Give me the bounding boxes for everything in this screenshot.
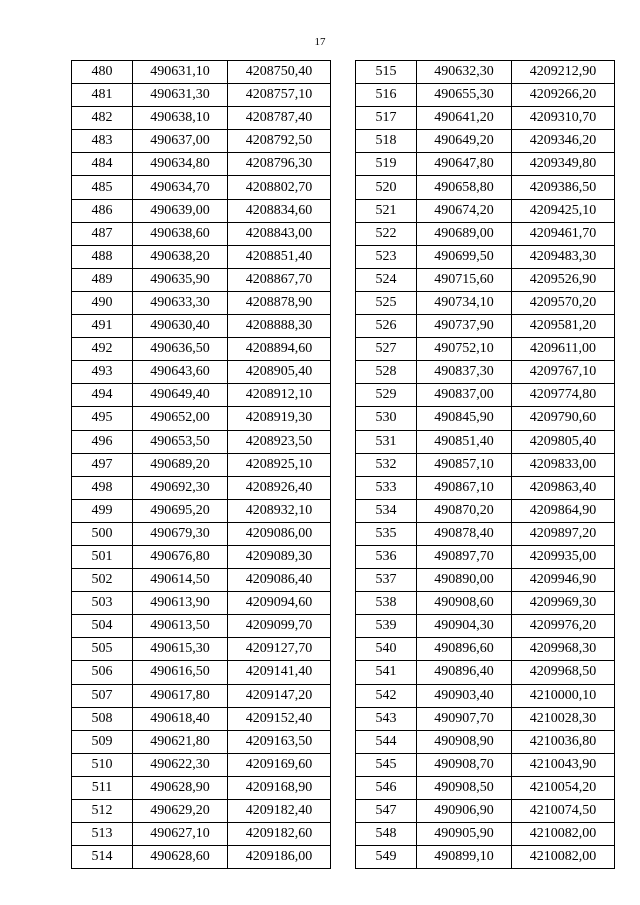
point-number-cell: 535	[356, 522, 417, 545]
table-row	[356, 569, 615, 592]
table-row	[356, 153, 615, 176]
point-number-cell: 521	[356, 199, 417, 222]
point-number-cell: 519	[356, 153, 417, 176]
point-number-cell: 538	[356, 592, 417, 615]
x-coordinate-cell: 490638,10	[133, 107, 228, 130]
x-coordinate-cell: 490649,40	[133, 384, 228, 407]
y-coordinate-cell: 4209611,00	[512, 338, 615, 361]
point-number-cell: 505	[72, 638, 133, 661]
y-coordinate-cell: 4210028,30	[512, 707, 615, 730]
table-row	[356, 407, 615, 430]
y-coordinate-cell: 4208878,90	[228, 291, 331, 314]
x-coordinate-cell: 490634,80	[133, 153, 228, 176]
y-coordinate-cell: 4210054,20	[512, 776, 615, 799]
table-row	[356, 846, 615, 869]
table-row	[356, 661, 615, 684]
x-coordinate-cell: 490617,80	[133, 684, 228, 707]
point-number-cell: 485	[72, 176, 133, 199]
x-coordinate-cell: 490715,60	[417, 268, 512, 291]
y-coordinate-cell: 4210082,00	[512, 846, 615, 869]
x-coordinate-cell: 490658,80	[417, 176, 512, 199]
table-row	[72, 499, 331, 522]
point-number-cell: 542	[356, 684, 417, 707]
y-coordinate-cell: 4209089,30	[228, 545, 331, 568]
table-row	[72, 291, 331, 314]
coordinates-table-right-body	[356, 61, 615, 869]
table-row	[356, 823, 615, 846]
x-coordinate-cell: 490867,10	[417, 476, 512, 499]
y-coordinate-cell: 4208912,10	[228, 384, 331, 407]
point-number-cell: 502	[72, 569, 133, 592]
x-coordinate-cell: 490679,30	[133, 522, 228, 545]
y-coordinate-cell: 4210074,50	[512, 800, 615, 823]
page-number: 17	[314, 36, 326, 48]
y-coordinate-cell: 4209581,20	[512, 315, 615, 338]
coordinates-table-right	[355, 60, 615, 869]
table-row	[72, 615, 331, 638]
y-coordinate-cell: 4208834,60	[228, 199, 331, 222]
y-coordinate-cell: 4209310,70	[512, 107, 615, 130]
y-coordinate-cell: 4209483,30	[512, 245, 615, 268]
table-row	[72, 222, 331, 245]
x-coordinate-cell: 490878,40	[417, 522, 512, 545]
y-coordinate-cell: 4209968,30	[512, 638, 615, 661]
point-number-cell: 491	[72, 315, 133, 338]
x-coordinate-cell: 490752,10	[417, 338, 512, 361]
point-number-cell: 512	[72, 800, 133, 823]
y-coordinate-cell: 4209349,80	[512, 153, 615, 176]
point-number-cell: 536	[356, 545, 417, 568]
table-row	[356, 107, 615, 130]
y-coordinate-cell: 4210036,80	[512, 730, 615, 753]
table-row	[356, 130, 615, 153]
x-coordinate-cell: 490737,90	[417, 315, 512, 338]
y-coordinate-cell: 4210082,00	[512, 823, 615, 846]
y-coordinate-cell: 4209168,90	[228, 776, 331, 799]
point-number-cell: 490	[72, 291, 133, 314]
x-coordinate-cell: 490639,00	[133, 199, 228, 222]
x-coordinate-cell: 490851,40	[417, 430, 512, 453]
y-coordinate-cell: 4209774,80	[512, 384, 615, 407]
y-coordinate-cell: 4208796,30	[228, 153, 331, 176]
point-number-cell: 494	[72, 384, 133, 407]
table-row	[72, 569, 331, 592]
y-coordinate-cell: 4208919,30	[228, 407, 331, 430]
table-row	[72, 361, 331, 384]
table-row	[356, 615, 615, 638]
x-coordinate-cell: 490903,40	[417, 684, 512, 707]
x-coordinate-cell: 490614,50	[133, 569, 228, 592]
point-number-cell: 529	[356, 384, 417, 407]
y-coordinate-cell: 4209864,90	[512, 499, 615, 522]
x-coordinate-cell: 490641,20	[417, 107, 512, 130]
table-row	[356, 638, 615, 661]
x-coordinate-cell: 490837,00	[417, 384, 512, 407]
x-coordinate-cell: 490615,30	[133, 638, 228, 661]
point-number-cell: 507	[72, 684, 133, 707]
y-coordinate-cell: 4209212,90	[512, 61, 615, 84]
x-coordinate-cell: 490899,10	[417, 846, 512, 869]
point-number-cell: 480	[72, 61, 133, 84]
x-coordinate-cell: 490630,40	[133, 315, 228, 338]
point-number-cell: 499	[72, 499, 133, 522]
x-coordinate-cell: 490870,20	[417, 499, 512, 522]
point-number-cell: 484	[72, 153, 133, 176]
y-coordinate-cell: 4209526,90	[512, 268, 615, 291]
table-row	[72, 638, 331, 661]
point-number-cell: 543	[356, 707, 417, 730]
point-number-cell: 549	[356, 846, 417, 869]
x-coordinate-cell: 490653,50	[133, 430, 228, 453]
point-number-cell: 534	[356, 499, 417, 522]
point-number-cell: 548	[356, 823, 417, 846]
point-number-cell: 492	[72, 338, 133, 361]
y-coordinate-cell: 4209833,00	[512, 453, 615, 476]
x-coordinate-cell: 490908,90	[417, 730, 512, 753]
point-number-cell: 516	[356, 84, 417, 107]
point-number-cell: 539	[356, 615, 417, 638]
y-coordinate-cell: 4209570,20	[512, 291, 615, 314]
table-row	[356, 199, 615, 222]
x-coordinate-cell: 490699,50	[417, 245, 512, 268]
x-coordinate-cell: 490629,20	[133, 800, 228, 823]
x-coordinate-cell: 490636,50	[133, 338, 228, 361]
point-number-cell: 488	[72, 245, 133, 268]
table-row	[72, 130, 331, 153]
x-coordinate-cell: 490845,90	[417, 407, 512, 430]
x-coordinate-cell: 490896,60	[417, 638, 512, 661]
x-coordinate-cell: 490621,80	[133, 730, 228, 753]
table-row	[356, 338, 615, 361]
y-coordinate-cell: 4209182,40	[228, 800, 331, 823]
table-row	[356, 291, 615, 314]
x-coordinate-cell: 490634,70	[133, 176, 228, 199]
table-row	[356, 453, 615, 476]
y-coordinate-cell: 4209099,70	[228, 615, 331, 638]
point-number-cell: 544	[356, 730, 417, 753]
x-coordinate-cell: 490631,10	[133, 61, 228, 84]
y-coordinate-cell: 4208888,30	[228, 315, 331, 338]
x-coordinate-cell: 490613,90	[133, 592, 228, 615]
table-row	[356, 499, 615, 522]
point-number-cell: 506	[72, 661, 133, 684]
point-number-cell: 487	[72, 222, 133, 245]
coordinates-table-left-body	[72, 61, 331, 869]
point-number-cell: 514	[72, 846, 133, 869]
y-coordinate-cell: 4208925,10	[228, 453, 331, 476]
x-coordinate-cell: 490647,80	[417, 153, 512, 176]
point-number-cell: 497	[72, 453, 133, 476]
table-row	[356, 545, 615, 568]
x-coordinate-cell: 490692,30	[133, 476, 228, 499]
table-row	[356, 384, 615, 407]
table-row	[356, 476, 615, 499]
x-coordinate-cell: 490618,40	[133, 707, 228, 730]
point-number-cell: 520	[356, 176, 417, 199]
table-row	[72, 176, 331, 199]
table-row	[72, 522, 331, 545]
table-row	[72, 199, 331, 222]
table-row	[72, 476, 331, 499]
x-coordinate-cell: 490655,30	[417, 84, 512, 107]
table-row	[356, 684, 615, 707]
table-row	[72, 846, 331, 869]
table-row	[72, 684, 331, 707]
x-coordinate-cell: 490837,30	[417, 361, 512, 384]
y-coordinate-cell: 4208926,40	[228, 476, 331, 499]
y-coordinate-cell: 4209969,30	[512, 592, 615, 615]
point-number-cell: 537	[356, 569, 417, 592]
x-coordinate-cell: 490905,90	[417, 823, 512, 846]
point-number-cell: 495	[72, 407, 133, 430]
table-row	[356, 61, 615, 84]
x-coordinate-cell: 490652,00	[133, 407, 228, 430]
point-number-cell: 510	[72, 753, 133, 776]
table-row	[72, 776, 331, 799]
y-coordinate-cell: 4208843,00	[228, 222, 331, 245]
point-number-cell: 517	[356, 107, 417, 130]
x-coordinate-cell: 490908,60	[417, 592, 512, 615]
table-row	[72, 661, 331, 684]
table-row	[72, 430, 331, 453]
y-coordinate-cell: 4209346,20	[512, 130, 615, 153]
y-coordinate-cell: 4208867,70	[228, 268, 331, 291]
x-coordinate-cell: 490907,70	[417, 707, 512, 730]
table-row	[72, 153, 331, 176]
point-number-cell: 503	[72, 592, 133, 615]
table-row	[356, 315, 615, 338]
point-number-cell: 527	[356, 338, 417, 361]
table-row	[72, 338, 331, 361]
y-coordinate-cell: 4209094,60	[228, 592, 331, 615]
point-number-cell: 540	[356, 638, 417, 661]
y-coordinate-cell: 4209461,70	[512, 222, 615, 245]
point-number-cell: 508	[72, 707, 133, 730]
x-coordinate-cell: 490908,50	[417, 776, 512, 799]
table-row	[356, 268, 615, 291]
table-row	[356, 800, 615, 823]
x-coordinate-cell: 490908,70	[417, 753, 512, 776]
table-row	[356, 361, 615, 384]
table-row	[72, 61, 331, 84]
point-number-cell: 509	[72, 730, 133, 753]
x-coordinate-cell: 490906,90	[417, 800, 512, 823]
table-row	[356, 776, 615, 799]
y-coordinate-cell: 4208802,70	[228, 176, 331, 199]
y-coordinate-cell: 4209141,40	[228, 661, 331, 684]
point-number-cell: 523	[356, 245, 417, 268]
x-coordinate-cell: 490633,30	[133, 291, 228, 314]
point-number-cell: 528	[356, 361, 417, 384]
y-coordinate-cell: 4208894,60	[228, 338, 331, 361]
point-number-cell: 531	[356, 430, 417, 453]
y-coordinate-cell: 4209767,10	[512, 361, 615, 384]
y-coordinate-cell: 4209968,50	[512, 661, 615, 684]
table-row	[72, 707, 331, 730]
y-coordinate-cell: 4208757,10	[228, 84, 331, 107]
x-coordinate-cell: 490896,40	[417, 661, 512, 684]
x-coordinate-cell: 490627,10	[133, 823, 228, 846]
table-row	[356, 430, 615, 453]
y-coordinate-cell: 4209897,20	[512, 522, 615, 545]
point-number-cell: 530	[356, 407, 417, 430]
y-coordinate-cell: 4209152,40	[228, 707, 331, 730]
y-coordinate-cell: 4208787,40	[228, 107, 331, 130]
point-number-cell: 522	[356, 222, 417, 245]
table-row	[356, 222, 615, 245]
x-coordinate-cell: 490632,30	[417, 61, 512, 84]
x-coordinate-cell: 490638,60	[133, 222, 228, 245]
point-number-cell: 518	[356, 130, 417, 153]
x-coordinate-cell: 490616,50	[133, 661, 228, 684]
x-coordinate-cell: 490649,20	[417, 130, 512, 153]
x-coordinate-cell: 490897,70	[417, 545, 512, 568]
y-coordinate-cell: 4209169,60	[228, 753, 331, 776]
point-number-cell: 493	[72, 361, 133, 384]
y-coordinate-cell: 4209863,40	[512, 476, 615, 499]
point-number-cell: 501	[72, 545, 133, 568]
table-row	[72, 245, 331, 268]
x-coordinate-cell: 490643,60	[133, 361, 228, 384]
x-coordinate-cell: 490638,20	[133, 245, 228, 268]
x-coordinate-cell: 490628,60	[133, 846, 228, 869]
table-row	[356, 707, 615, 730]
x-coordinate-cell: 490613,50	[133, 615, 228, 638]
x-coordinate-cell: 490695,20	[133, 499, 228, 522]
table-row	[72, 592, 331, 615]
point-number-cell: 541	[356, 661, 417, 684]
table-row	[356, 245, 615, 268]
y-coordinate-cell: 4209182,60	[228, 823, 331, 846]
x-coordinate-cell: 490734,10	[417, 291, 512, 314]
table-row	[72, 268, 331, 291]
table-row	[72, 545, 331, 568]
coordinates-table-left	[71, 60, 331, 869]
table-row	[72, 730, 331, 753]
y-coordinate-cell: 4209805,40	[512, 430, 615, 453]
y-coordinate-cell: 4208792,50	[228, 130, 331, 153]
y-coordinate-cell: 4209266,20	[512, 84, 615, 107]
point-number-cell: 481	[72, 84, 133, 107]
x-coordinate-cell: 490674,20	[417, 199, 512, 222]
point-number-cell: 525	[356, 291, 417, 314]
table-row	[72, 753, 331, 776]
y-coordinate-cell: 4208851,40	[228, 245, 331, 268]
x-coordinate-cell: 490622,30	[133, 753, 228, 776]
table-row	[356, 753, 615, 776]
point-number-cell: 513	[72, 823, 133, 846]
table-row	[72, 800, 331, 823]
point-number-cell: 524	[356, 268, 417, 291]
point-number-cell: 511	[72, 776, 133, 799]
y-coordinate-cell: 4209790,60	[512, 407, 615, 430]
point-number-cell: 547	[356, 800, 417, 823]
point-number-cell: 500	[72, 522, 133, 545]
y-coordinate-cell: 4208932,10	[228, 499, 331, 522]
y-coordinate-cell: 4210043,90	[512, 753, 615, 776]
point-number-cell: 486	[72, 199, 133, 222]
y-coordinate-cell: 4209086,00	[228, 522, 331, 545]
x-coordinate-cell: 490637,00	[133, 130, 228, 153]
y-coordinate-cell: 4209127,70	[228, 638, 331, 661]
y-coordinate-cell: 4208750,40	[228, 61, 331, 84]
point-number-cell: 496	[72, 430, 133, 453]
y-coordinate-cell: 4209386,50	[512, 176, 615, 199]
y-coordinate-cell: 4209186,00	[228, 846, 331, 869]
point-number-cell: 545	[356, 753, 417, 776]
x-coordinate-cell: 490890,00	[417, 569, 512, 592]
x-coordinate-cell: 490857,10	[417, 453, 512, 476]
table-row	[72, 315, 331, 338]
y-coordinate-cell: 4208905,40	[228, 361, 331, 384]
x-coordinate-cell: 490676,80	[133, 545, 228, 568]
y-coordinate-cell: 4209147,20	[228, 684, 331, 707]
point-number-cell: 483	[72, 130, 133, 153]
table-row	[72, 407, 331, 430]
point-number-cell: 546	[356, 776, 417, 799]
point-number-cell: 526	[356, 315, 417, 338]
y-coordinate-cell: 4209946,90	[512, 569, 615, 592]
y-coordinate-cell: 4210000,10	[512, 684, 615, 707]
point-number-cell: 532	[356, 453, 417, 476]
point-number-cell: 482	[72, 107, 133, 130]
point-number-cell: 533	[356, 476, 417, 499]
table-row	[356, 730, 615, 753]
x-coordinate-cell: 490628,90	[133, 776, 228, 799]
y-coordinate-cell: 4209425,10	[512, 199, 615, 222]
y-coordinate-cell: 4209086,40	[228, 569, 331, 592]
y-coordinate-cell: 4209163,50	[228, 730, 331, 753]
table-row	[72, 107, 331, 130]
y-coordinate-cell: 4208923,50	[228, 430, 331, 453]
table-row	[72, 384, 331, 407]
x-coordinate-cell: 490904,30	[417, 615, 512, 638]
y-coordinate-cell: 4209935,00	[512, 545, 615, 568]
x-coordinate-cell: 490631,30	[133, 84, 228, 107]
table-row	[72, 823, 331, 846]
table-row	[356, 84, 615, 107]
point-number-cell: 504	[72, 615, 133, 638]
point-number-cell: 489	[72, 268, 133, 291]
point-number-cell: 515	[356, 61, 417, 84]
x-coordinate-cell: 490635,90	[133, 268, 228, 291]
y-coordinate-cell: 4209976,20	[512, 615, 615, 638]
point-number-cell: 498	[72, 476, 133, 499]
table-row	[356, 592, 615, 615]
table-row	[356, 176, 615, 199]
table-row	[356, 522, 615, 545]
x-coordinate-cell: 490689,20	[133, 453, 228, 476]
table-row	[72, 84, 331, 107]
table-row	[72, 453, 331, 476]
x-coordinate-cell: 490689,00	[417, 222, 512, 245]
